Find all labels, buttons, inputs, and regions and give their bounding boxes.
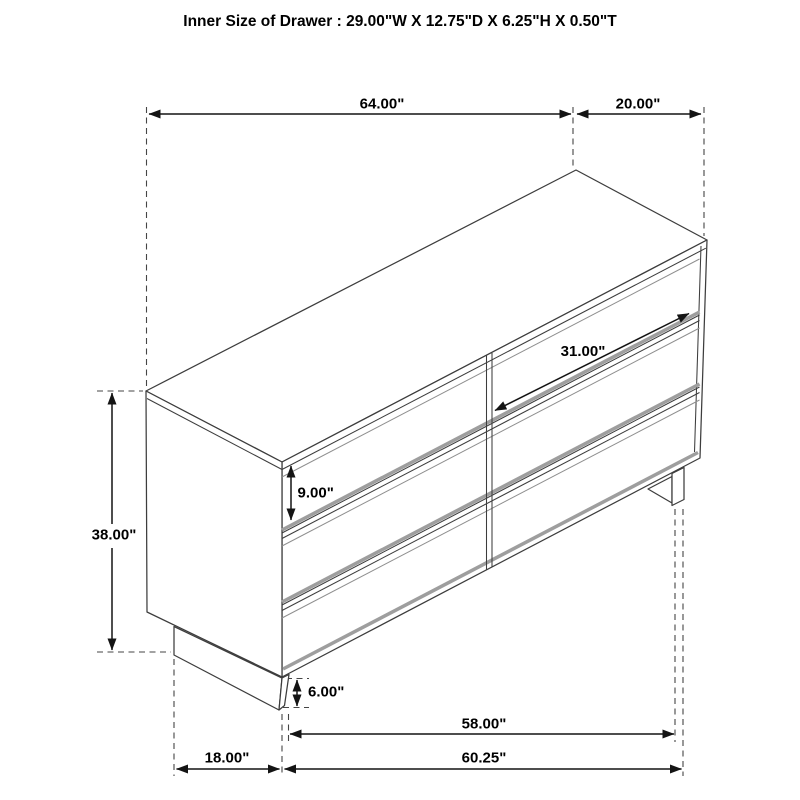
dim-label-drawer-front-width: 31.00" [560,343,606,360]
dim-label-base-width: 60.25" [461,749,507,767]
dim-label-base-depth: 18.00" [204,749,250,767]
dim-overall-height [92,393,137,650]
dim-label-top-depth: 20.00" [615,95,661,113]
dim-label-overall-height: 38.00" [91,526,137,544]
dim-label-base-height: 6.00" [308,683,345,701]
dim-base-height [297,680,344,706]
dim-base-width [285,750,682,770]
dim-base-depth [177,750,280,770]
dim-label-overall-width: 64.00" [359,95,405,113]
dim-overall-width [149,96,571,115]
drawing-title: Inner Size of Drawer : 29.00"W X 12.75"D X 6.25"H X 0.50"T [183,13,617,30]
dim-label-base-inner-width: 58.00" [461,715,507,733]
dim-base-inner-width [290,716,674,735]
dresser-illustration [146,170,707,710]
dim-label-drawer-front-height: 9.00" [297,484,334,502]
dim-top-depth [577,96,701,115]
right-leg [672,468,684,506]
